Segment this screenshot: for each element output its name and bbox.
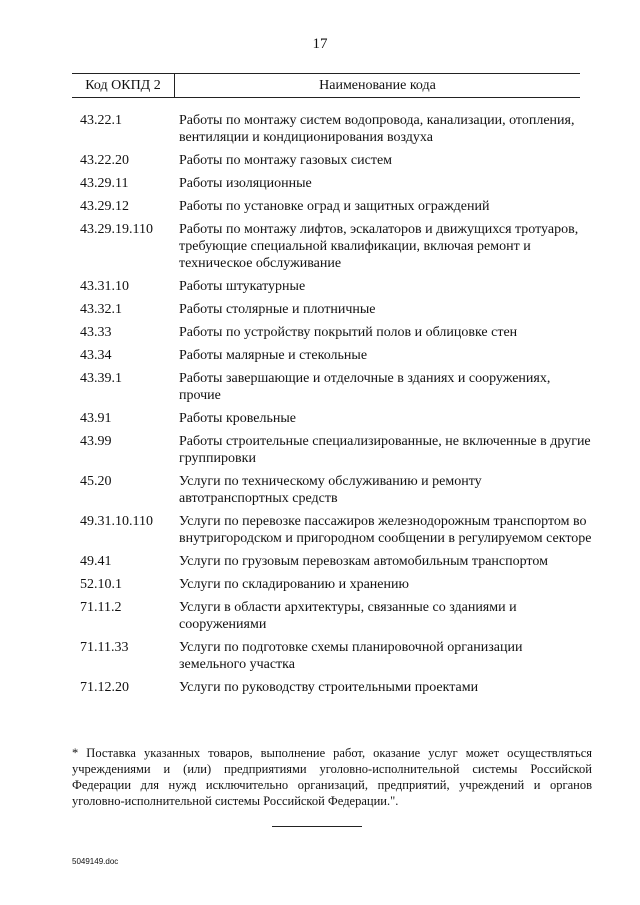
row-name: Работы малярные и стекольные [179,348,368,363]
header-name: Наименование кода [319,78,436,93]
table-row [72,433,592,467]
table-header [72,73,580,98]
row-name: Работы штукатурные [179,279,306,294]
row-code: 43.91 [80,411,112,426]
header-code: Код ОКПД 2 [72,74,175,97]
row-code: 43.29.11 [80,176,129,191]
table-row [72,324,592,341]
table-row [72,576,592,593]
table-row [72,370,592,404]
row-name: Работы столярные и плотничные [179,302,376,317]
table-row [72,513,592,547]
document-id: 5049149.doc [72,857,119,866]
row-name: Услуги по техническому обслуживанию и ремонту автотранспортных средств [179,474,482,506]
page-number: 17 [312,36,328,52]
row-name: Работы кровельные [179,411,296,426]
row-code: 43.33 [80,325,112,340]
row-code: 43.32.1 [80,302,122,317]
row-code: 71.11.2 [80,600,122,615]
row-name: Услуги в области архитектуры, связанные со зданиями и сооружениями [179,600,517,632]
row-code: 49.31.10.110 [80,514,153,529]
row-name: Услуги по перевозке пассажиров железнодорожным транспортом во внутригородском и пригородном сообщении в регулируемом секторе [179,514,592,546]
row-name: Работы по монтажу систем водопровода, канализации, отопления, вентиляции и кондиционирования воздуха [179,113,575,145]
row-name: Услуги по грузовым перевозкам автомобильным транспортом [179,554,548,569]
table-row [72,198,592,215]
table-row [72,347,592,364]
row-code: 71.12.20 [80,680,129,695]
table-row [72,679,592,696]
row-code: 43.99 [80,434,112,449]
table-row [72,599,592,633]
table-row [72,473,592,507]
footnote-text: Поставка указанных товаров, выполнение работ, оказание услуг может осуществляться учреждениями и (или) предприятиями уголовно-исполнительной системы Российской Федерации для нужд исключительно организаций, предприятий, учреждений и органов уголовно-исполнительной системы Российской Федерации.". [72,746,592,808]
closing-rule [272,826,362,827]
row-name: Работы по устройству покрытий полов и облицовке стен [179,325,518,340]
row-name: Работы завершающие и отделочные в зданиях и сооружениях, прочие [179,371,551,403]
row-code: 71.11.33 [80,640,129,655]
row-code: 45.20 [80,474,112,489]
table-row [72,112,592,146]
row-code: 43.39.1 [80,371,122,386]
footnote [72,745,592,809]
table-row [72,221,592,272]
table-body [72,112,592,702]
row-code: 43.22.1 [80,113,122,128]
row-name: Работы изоляционные [179,176,312,191]
table-row [72,152,592,169]
table-row [72,553,592,570]
table-row [72,639,592,673]
row-name: Работы по установке оград и защитных ограждений [179,199,490,214]
row-code: 43.29.12 [80,199,129,214]
row-name: Услуги по руководству строительными проектами [179,680,479,695]
table-row [72,175,592,192]
row-name: Работы по монтажу лифтов, эскалаторов и движущихся тротуаров, требующие специальной квалификации, включая ремонт и техническое обслуживание [179,222,579,271]
row-name: Работы строительные специализированные, не включенные в другие группировки [179,434,591,466]
table-row [72,301,592,318]
row-code: 49.41 [80,554,112,569]
row-name: Работы по монтажу газовых систем [179,153,393,168]
row-code: 43.34 [80,348,112,363]
row-code: 43.31.10 [80,279,129,294]
row-code: 52.10.1 [80,577,122,592]
row-name: Услуги по складированию и хранению [179,577,409,592]
table-row [72,278,592,295]
row-code: 43.29.19.110 [80,222,153,237]
row-name: Услуги по подготовке схемы планировочной организации земельного участка [179,640,523,672]
row-code: 43.22.20 [80,153,129,168]
table-row [72,410,592,427]
footnote-mark: * [72,746,79,760]
